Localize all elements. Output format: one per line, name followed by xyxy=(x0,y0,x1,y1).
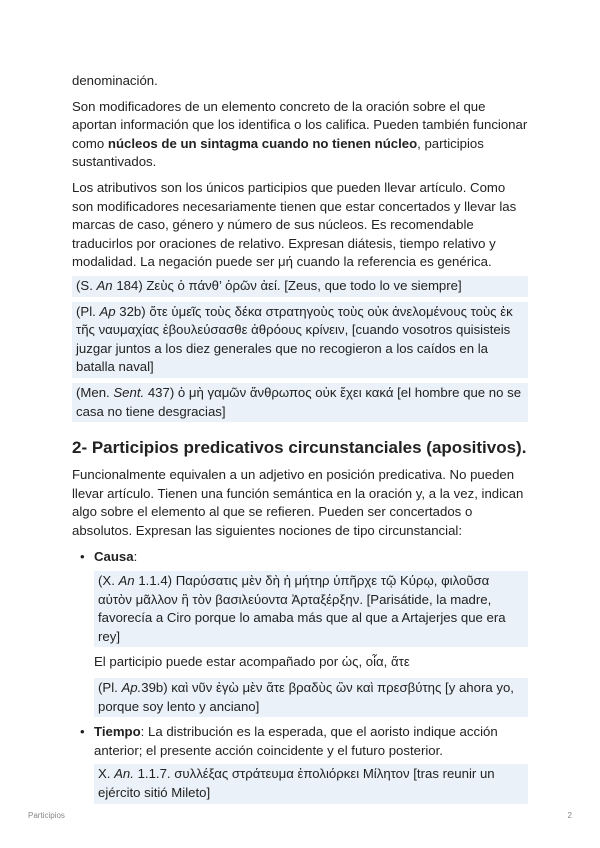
example-xenophon-causa xyxy=(94,571,528,647)
list-item-causa xyxy=(72,548,528,717)
example-text: 1.1.7. συλλέξας στράτευμα ἐπολιόρκει Μίλητον [tras reunir un ejército sitió Mileto] xyxy=(98,766,495,800)
example-xenophon-tiempo xyxy=(94,764,528,803)
bullet-label-tiempo: Tiempo xyxy=(94,724,141,740)
example-plato-causa xyxy=(94,678,528,717)
bullet-icon: • xyxy=(80,724,85,740)
example-ref: (Pl. xyxy=(76,303,100,319)
example-work: An xyxy=(96,277,113,293)
example-work: Ap xyxy=(99,303,116,319)
bullet-label-line xyxy=(94,548,528,567)
intro-paragraph-0: denominación. xyxy=(72,73,158,88)
example-ref: (X. xyxy=(98,573,119,589)
example-ref: (S. xyxy=(76,277,97,293)
section-2-intro: Funcionalmente equivalen a un adjetivo en posición predicativa. No pueden llevar artículo. Tienen una función semántica en la oración y, a la vez, indican algo sobre el elemento al que se refieren. Pueden ser concertados o absolutos. Expresan las siguientes nociones de tipo circunstancial: xyxy=(72,467,524,538)
example-ref: X. xyxy=(98,766,115,782)
example-text: 32b) ὅτε ὑμεῖς τοὺς δέκα στρατηγοὺς τοὺς οὐκ ἀνελομένους τοὺς ἐκ τῆς ναυμαχίας ἐβουλεύσασθε ἀθρόους κρίνειν, [cuando vosotros quisisteis juzgar juntos a los diez generales que no recogieron a los caídos en la batalla naval] xyxy=(76,303,513,375)
example-ref: (Pl. xyxy=(98,680,122,696)
example-work: Ap. xyxy=(121,680,142,696)
page-content xyxy=(72,72,528,809)
list-item-tiempo xyxy=(72,723,528,803)
example-text: 1.1.4) Παρύσατις μὲν δὴ ἡ μήτηρ ὑπῆρχε τῷ Κύρῳ, φιλοῦσα αὐτὸν μᾶλλον ἢ τὸν βασιλεύοντα Ἀρταξέρξην. [Parisátide, la madre, favorecía a Ciro porque lo amaba más que al que a Artajerjes que era rey] xyxy=(98,573,506,644)
intro-paragraph-2: Los atributivos son los únicos participios que pueden llevar artículo. Como son modificadores necesariamente tienen que estar concertados y llevar las marcas de caso, género y número de sus núcleos. Es recomendable traducirlos por oraciones de relativo. Expresan diátesis, tiempo relativo y modalidad. La negación puede ser μή cuando la referencia es genérica. xyxy=(72,179,517,270)
bullet-label-causa: Causa xyxy=(94,549,134,565)
example-text: 39b) καὶ νῦν ἐγὼ μὲν ἅτε βραδὺς ὢν καὶ πρεσβύτης [y ahora yo, porque soy lento y anciano] xyxy=(98,680,514,714)
example-menander xyxy=(72,383,528,422)
example-work: An. xyxy=(114,766,134,782)
example-work: An xyxy=(118,573,135,589)
example-work: Sent. xyxy=(113,384,145,400)
page-number: 2 xyxy=(567,811,572,820)
bullet-suffix: : xyxy=(133,549,138,565)
example-ref: (Men. xyxy=(76,384,114,400)
intro-p1-bold: núcleos de un sintagma cuando no tienen núcleo xyxy=(107,135,418,151)
bullet-description: : La distribución es la esperada, que el aoristo indique acción anterior; el presente acción coincidente y el futuro posterior. xyxy=(94,724,498,758)
example-text: 437) ὁ μὴ γαμῶν ἄνθρωπος οὐκ ἔχει κακά [el hombre que no se casa no tiene desgracias] xyxy=(76,384,522,419)
example-plato-apology xyxy=(72,302,528,378)
section-2-heading: 2- Participios predicativos circunstanciales (apositivos). xyxy=(72,438,527,458)
bullet-label-line xyxy=(94,723,528,760)
bullet-icon: • xyxy=(80,549,85,565)
example-sophocles xyxy=(72,276,528,297)
participle-note: El participio puede estar acompañado por ὡς, οἷα, ἅτε xyxy=(94,654,410,670)
notions-list xyxy=(72,548,528,803)
intro-p1-post: , participios sustantivados. xyxy=(72,135,484,170)
intro-paragraph-1 xyxy=(72,98,528,172)
footer-title: Participios xyxy=(28,811,65,820)
intro-p1-pre: Son modificadores de un elemento concreto de la oración sobre el que aportan información que los identifica o los califica. Pueden también funcionar como xyxy=(72,98,528,151)
example-text: 184) Ζεὺς ὁ πάνθ’ ὁρῶν ἀεί. [Zeus, que todo lo ve siempre] xyxy=(112,277,462,293)
